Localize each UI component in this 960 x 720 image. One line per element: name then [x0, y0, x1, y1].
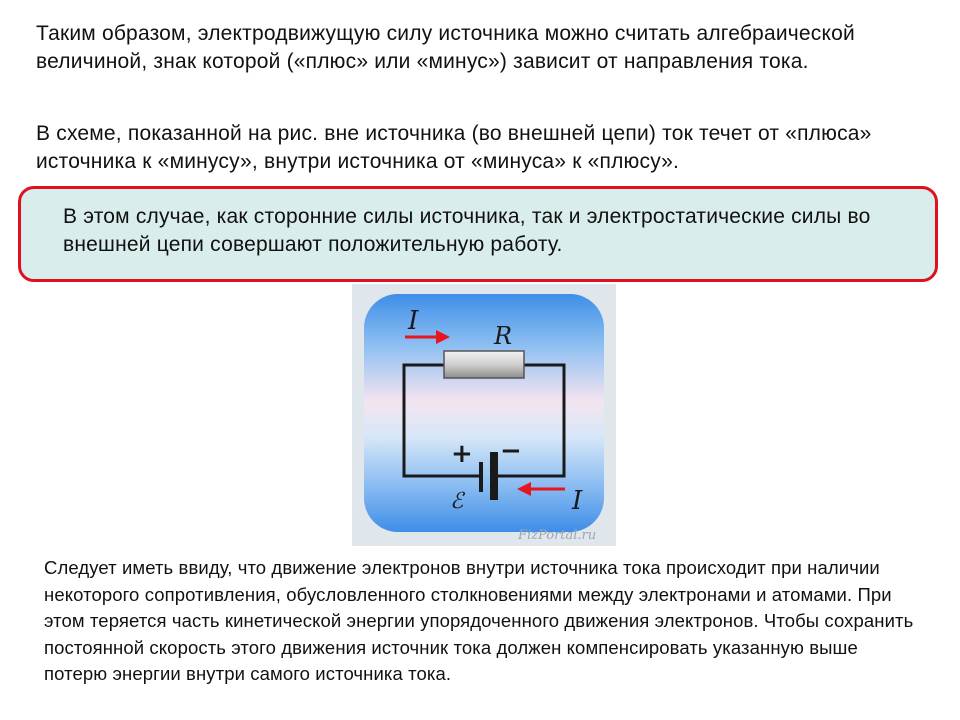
watermark-text: FizPortal.ru	[518, 528, 597, 543]
diagram-background	[364, 294, 604, 532]
intro-paragraph: Таким образом, электродвижущую силу источника можно считать алгебраической величиной, знак которой («плюс» или «минус») зависит от направления тока.	[36, 22, 855, 73]
highlight-box	[18, 186, 938, 282]
current-label-top: I	[408, 306, 419, 336]
battery-positive-plate	[479, 462, 483, 492]
resistor	[444, 351, 524, 378]
emf-label: ℰ	[450, 489, 464, 514]
circuit-diagram	[352, 284, 616, 546]
current-label-bottom: I	[572, 486, 583, 516]
minus-sign: −	[500, 436, 522, 466]
battery-negative-plate	[490, 452, 498, 500]
resistor-label: R	[494, 322, 513, 350]
footer-paragraph: Следует иметь ввиду, что движение электронов внутри источника тока происходит при наличии некоторого сопротивления, обусловленного столкновениями между электронами и атомами. При этом теряется часть кинетической энергии упорядоченного движения электронов. Чтобы сохранить постоянной скорость этого движения источник тока должен компенсировать указанную выше потерю энергии внутри самого источника тока.	[44, 557, 914, 684]
circuit-figure	[352, 284, 616, 546]
highlight-text: В этом случае, как сторонние силы источника, так и электростатические силы во внешней цепи совершают положительную работу.	[63, 205, 871, 256]
scheme-paragraph: В схеме, показанной на рис. вне источника (во внешней цепи) ток течет от «плюса» источника к «минусу», внутри источника от «минуса» к «плюсу».	[36, 122, 872, 173]
plus-sign: +	[451, 439, 473, 469]
